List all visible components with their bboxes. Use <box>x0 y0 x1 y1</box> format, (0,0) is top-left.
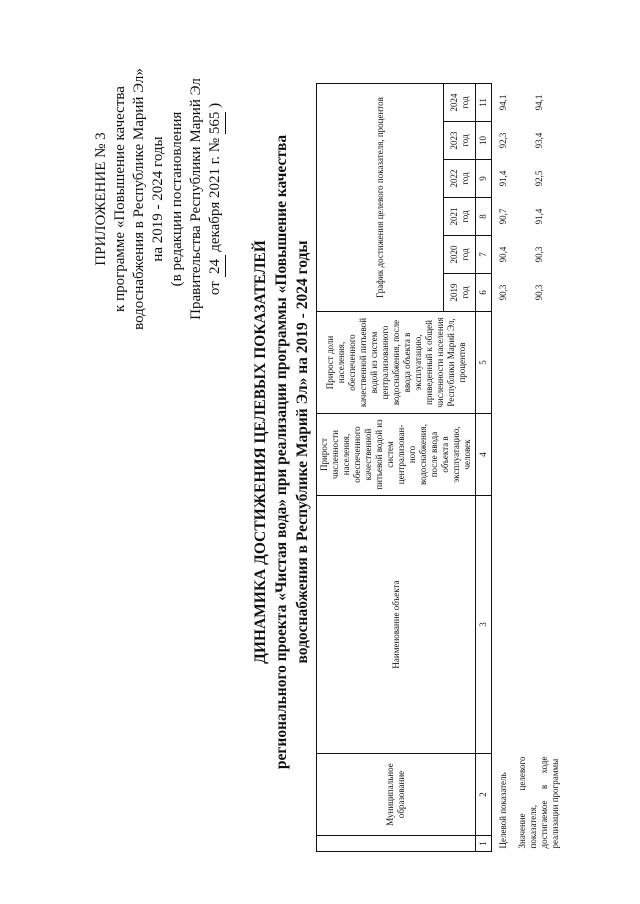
resolution-number: 565 <box>206 112 226 135</box>
closing-paren: ) <box>207 102 223 108</box>
col-num: 6 <box>476 274 492 312</box>
header-row <box>317 84 444 852</box>
col-num: 8 <box>476 198 492 236</box>
header-object: Наименование объекта <box>317 496 476 754</box>
appendix-line: на 2019 - 2024 годы <box>150 136 166 262</box>
col-num: 5 <box>476 312 492 414</box>
value-cell: 92,5 <box>533 170 544 187</box>
date-day: 24 <box>206 255 226 277</box>
col-num: 2 <box>476 754 492 836</box>
year-2020: 2020 год <box>444 236 476 274</box>
heading-line-1: ДИНАМИКА ДОСТИЖЕНИЯ ЦЕЛЕВЫХ ПОКАЗАТЕЛЕЙ <box>252 240 269 664</box>
table-row <box>492 84 512 852</box>
value-cell: 94,1 <box>498 94 508 111</box>
column-numbers-row <box>476 84 492 852</box>
value-cell: 90,3 <box>533 284 544 301</box>
header-growth-people: Прирост численности населения, обеспеченного качественной питьевой водой из систем централизован-ного водоснабжения, после ввода объекта в эксплуатацию, человек <box>317 414 476 496</box>
year-2021: 2021 год <box>444 198 476 236</box>
col-num: 11 <box>476 84 492 122</box>
appendix-line: водоснабжения в Республике Марий Эл» <box>131 68 147 330</box>
year-2019: 2019 год <box>444 274 476 312</box>
header-schedule: График достижения целевого показателя, процентов <box>317 84 444 312</box>
col-num: 3 <box>476 496 492 754</box>
value-cell: 93,4 <box>533 132 544 149</box>
targets-table <box>316 83 563 852</box>
col-num: 4 <box>476 414 492 496</box>
year-2022: 2022 год <box>444 160 476 198</box>
value-cell: 94,1 <box>533 94 544 111</box>
value-cell: 90,3 <box>498 284 508 301</box>
date-prefix: от <box>207 281 223 296</box>
col-num: 1 <box>476 836 492 852</box>
appendix-line: к программе «Повышение качества <box>112 86 128 312</box>
date-rest: декабря 2021 г. № <box>207 137 223 252</box>
col-num: 10 <box>476 122 492 160</box>
appendix-line: Правительства Республики Марий Эл <box>188 78 204 320</box>
value-cell: 92,3 <box>498 132 508 149</box>
appendix-date-line <box>206 54 226 344</box>
year-2024: 2024 год <box>444 84 476 122</box>
heading-line-3: водоснабжения в Республике Марий Эл» на 2019 - 2024 годы <box>294 240 311 664</box>
heading-line-2: регионального проекта «Чистая вода» при реализации программы «Повышение качества <box>273 134 290 770</box>
header-municipality: Муниципальное образование <box>317 754 476 836</box>
col-num: 9 <box>476 160 492 198</box>
value-cell: 90,3 <box>533 246 544 263</box>
appendix-line: (в редакции постановления <box>169 111 185 287</box>
value-cell: 90,7 <box>498 208 508 225</box>
appendix-title: ПРИЛОЖЕНИЕ № 3 <box>93 132 109 266</box>
row-label: Целевой показатель <box>498 772 508 849</box>
col-num: 7 <box>476 236 492 274</box>
value-cell: 90,4 <box>498 246 508 263</box>
row-label: Значение целевого показателя, достигаемое в ходе реализации программы <box>517 756 560 849</box>
document-heading <box>250 0 313 904</box>
year-2023: 2023 год <box>444 122 476 160</box>
value-cell: 91,4 <box>498 170 508 187</box>
table-row <box>511 84 563 852</box>
value-cell: 91,4 <box>533 208 544 225</box>
appendix-block <box>92 54 226 344</box>
header-cell-number <box>317 836 476 852</box>
header-growth-share: Прирост доли населения, обеспеченного качественной питьевой водой из систем централизованного водоснабжения, после ввода объекта в эксплуатацию, приведенный к общей численности населения Республики Марий Эл, процентов <box>317 312 476 414</box>
